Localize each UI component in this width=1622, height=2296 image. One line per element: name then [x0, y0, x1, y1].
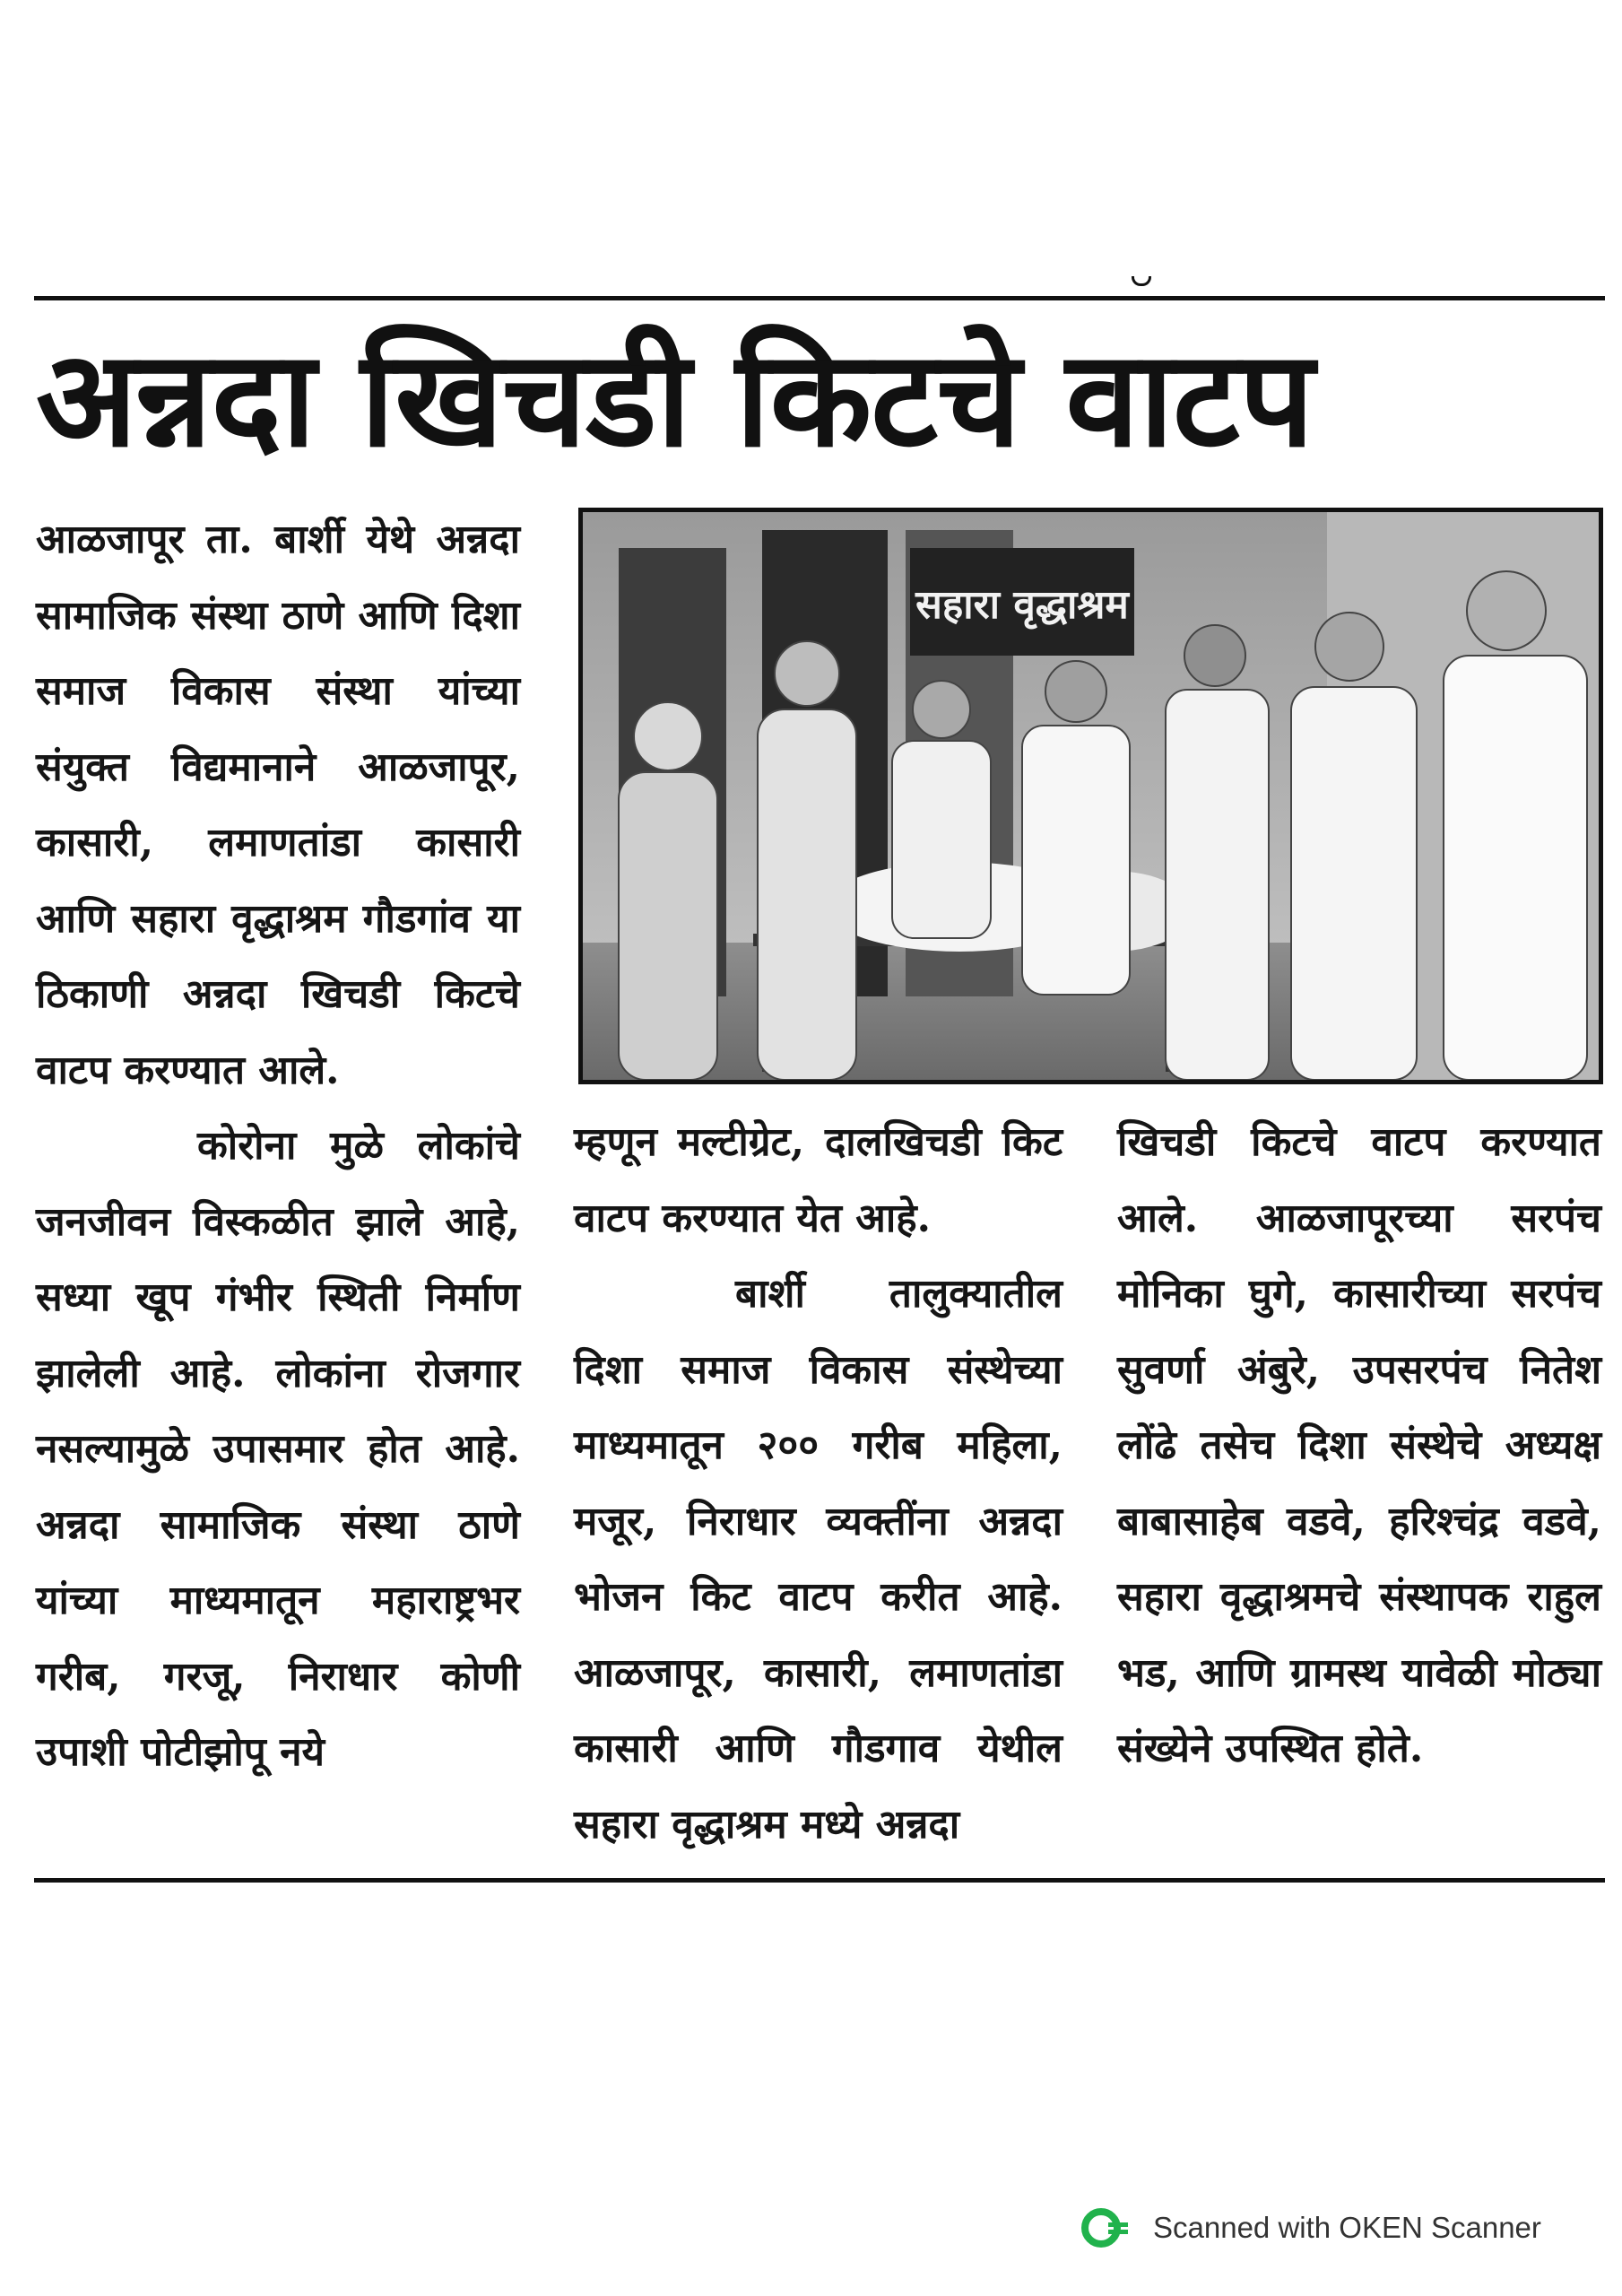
- paragraph: कोरोना मुळे लोकांचे जनजीवन विस्कळीत झाले आहे, सध्या खूप गंभीर स्थिती निर्माण झालेली आहे. लोकांना रोजगार नसल्यामुळे उपासमार होत आहे. अन्नदा सामाजिक संस्था ठाणे यांच्या माध्यमातून महाराष्ट्रभर गरीब, गरजू, निराधार कोणी उपाशी पोटीझोपू नये: [36, 1123, 520, 1775]
- photo-sign-text: सहारा वृद्धाश्रम: [915, 582, 1129, 628]
- bottom-rule: [34, 1878, 1605, 1883]
- article-column-2: [574, 1105, 1063, 1874]
- top-rule: [34, 296, 1605, 300]
- paragraph: आळजापूर ता. बार्शी येथे अन्नदा सामाजिक संस्था ठाणे आणि दिशा समाज विकास संस्था यांच्या संयुक्त विद्यमानाने आळजापूर, कासारी, लमाणतांडा कासारी आणि सहारा वृद्धाश्रम गौडगांव या ठिकाणी अन्नदा खिचडी किटचे वाटप करण्यात आले.: [36, 517, 520, 1093]
- scanner-footer: [1081, 2206, 1541, 2249]
- scanner-footer-text: Scanned with OKEN Scanner: [1153, 2211, 1541, 2244]
- paragraph: बार्शी तालुक्यातील दिशा समाज विकास संस्थेच्या माध्यमातून २०० गरीब महिला, मजूर, निराधार व्यक्तींना अन्नदा भोजन किट वाटप करीत आहे. आळजापूर, कासारी, लमाणतांडा कासारी आणि गौडगाव येथील सहारा वृद्धाश्रम मध्ये अन्नदा: [574, 1271, 1063, 1848]
- paragraph: म्हणून मल्टीग्रेट, दालखिचडी किट वाटप करण्यात येत आहे.: [574, 1119, 1063, 1241]
- news-photo: [578, 508, 1603, 1084]
- headline: अन्नदा खिचडी किटचे वाटप: [36, 322, 1314, 476]
- oken-scanner-logo-icon: [1081, 2207, 1132, 2248]
- page-mark: [1132, 276, 1151, 286]
- article-column-1: [36, 502, 520, 1874]
- paragraph: खिचडी किटचे वाटप करण्यात आले. आळजापूरच्या सरपंच मोनिका घुगे, कासारीच्या सरपंच सुवर्णा अंबुरे, उपसरपंच नितेश लोंढे तसेच दिशा संस्थेचे अध्यक्ष बाबासाहेब वडवे, हरिश्चंद्र वडवे, सहारा वृद्धाश्रमचे संस्थापक राहुल भड, आणि ग्रामस्थ यावेळी मोठ्या संख्येने उपस्थित होते.: [1117, 1119, 1601, 1771]
- article-column-3: [1117, 1105, 1601, 1874]
